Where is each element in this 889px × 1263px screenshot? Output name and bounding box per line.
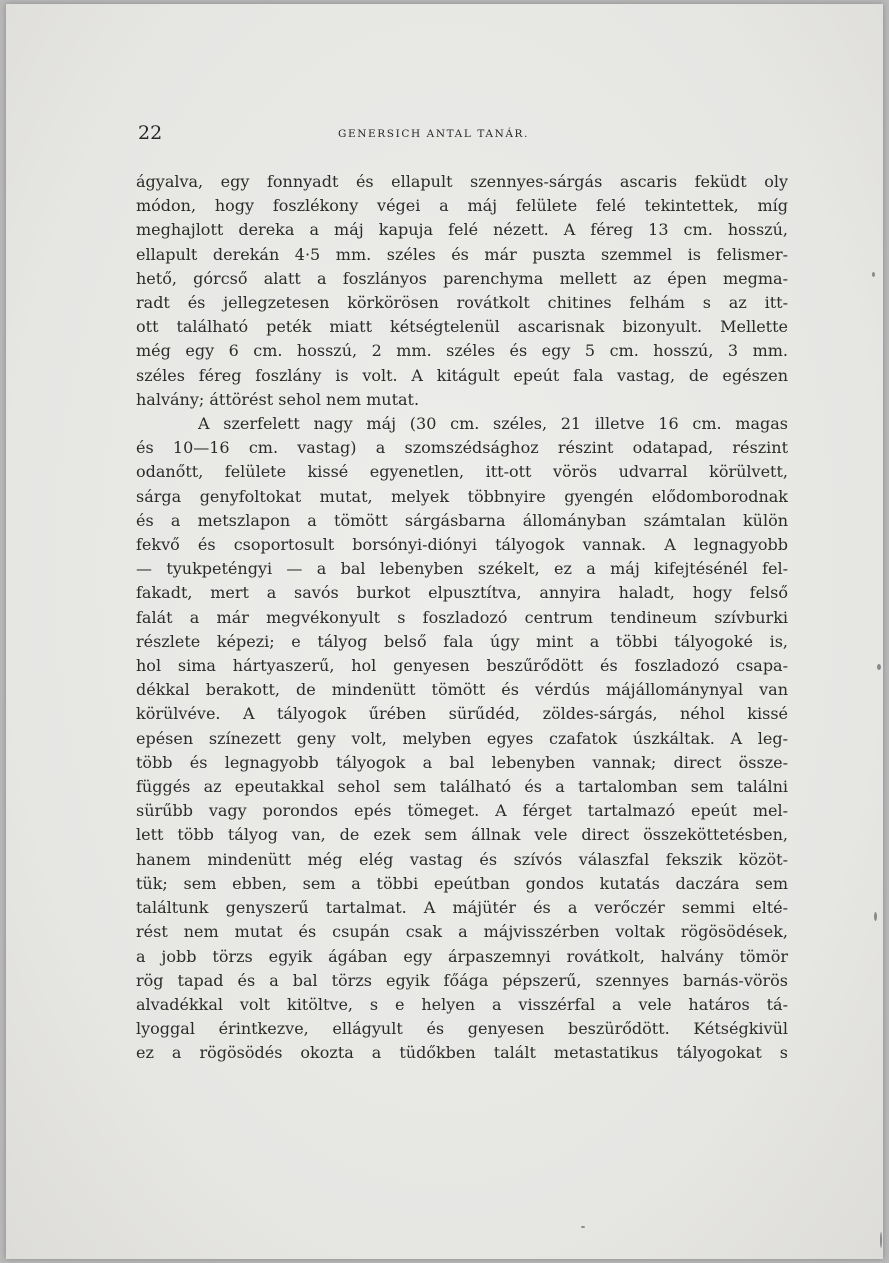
text-line: rést nem mutat és csupán csak a májvisszérben voltak rögösödések, [136, 922, 788, 942]
text-line: halvány; áttörést sehol nem mutat. [136, 389, 420, 409]
scan-speck [877, 664, 881, 670]
text-line: fakadt, mert a savós burkot elpusztítva, annyira haladt, hogy felső [136, 583, 788, 603]
text-line: még egy 6 cm. hosszú, 2 mm. széles és egy 5 cm. hosszú, 3 mm. [136, 341, 788, 361]
scan-speck [880, 1232, 882, 1248]
text-line: falát a már megvékonyult s foszladozó centrum tendineum szívburki [136, 607, 788, 627]
text-line: odanőtt, felülete kissé egyenetlen, itt-ott vörös udvarral körülvett, [136, 462, 788, 482]
text-line: epésen színezett geny volt, melyben egyes czafatok úszkáltak. A leg- [136, 728, 788, 748]
text-line: ágyalva, egy fonnyadt és ellapult szennyes-sárgás ascaris feküdt oly [136, 172, 788, 191]
text-line: ez a rögösödés okozta a tüdőkben talált metastatikus tályogokat s [136, 1043, 788, 1063]
scan-speck [581, 1226, 585, 1228]
text-line: és 10—16 cm. vastag) a szomszédsághoz részint odatapad, részint [136, 438, 788, 458]
text-line: sárga genyfoltokat mutat, melyek többnyire gyengén elődomborodnak [136, 486, 788, 506]
text-line: és a metszlapon a tömött sárgásbarna állományban számtalan külön [136, 510, 788, 530]
text-line: részlete képezi; e tályog belső fala úgy mint a többi tályogoké is, [136, 631, 788, 651]
text-line: a jobb törzs egyik ágában egy árpaszemnyi rovátkolt, halvány tömör [136, 946, 788, 966]
page-header [138, 122, 788, 146]
text-line: hanem mindenütt még elég vastag és szívós válaszfal fekszik közöt- [136, 849, 788, 869]
text-line: ellapult derekán 4·5 mm. széles és már puszta szemmel is felismer- [136, 244, 788, 264]
text-line: ott található peték miatt kétségtelenül ascarisnak bizonyult. Mellette [136, 317, 788, 337]
text-line: függés az epeutakkal sehol sem található és a tartalomban sem találni [136, 777, 788, 797]
scan-speck [874, 912, 877, 921]
text-line: több és legnagyobb tályogok a bal lebenyben vannak; direct össze- [136, 752, 788, 772]
body-text [136, 170, 788, 1066]
text-line: hető, górcső alatt a foszlányos parenchyma mellett az épen megma- [136, 268, 788, 288]
text-line: radt és jellegzetesen körkörösen rovátkolt chitines felhám s az itt- [136, 293, 788, 313]
scan-speck [872, 272, 875, 277]
text-line: módon, hogy foszlékony végei a máj felülete felé tekintettek, míg [136, 196, 788, 216]
text-line: meghajlott dereka a máj kapuja felé nézett. A féreg 13 cm. hosszú, [136, 220, 788, 240]
text-line: hol sima hártyaszerű, hol genyesen beszűrődött és foszladozó csapa- [136, 656, 788, 676]
page-number: 22 [138, 122, 163, 144]
scanned-page [6, 4, 883, 1259]
text-line: alvadékkal volt kitöltve, s e helyen a visszérfal a vele határos tá- [136, 994, 788, 1014]
running-title: GENERSICH ANTAL TANÁR. [338, 128, 529, 140]
text-line: dékkal berakott, de mindenütt tömött és vérdús májállománynyal van [136, 680, 788, 700]
text-line: széles féreg foszlány is volt. A kitágult epeút fala vastag, de egészen [136, 365, 788, 385]
text-line: lyoggal érintkezve, ellágyult és genyesen beszürődött. Kétségkivül [136, 1019, 788, 1039]
text-line: lett több tályog van, de ezek sem állnak vele direct összeköttetésben, [136, 825, 788, 845]
text-line: — tyukpeténgyi — a bal lebenyben székelt, ez a máj kifejtésénél fel- [136, 559, 788, 579]
text-line: fekvő és csoportosult borsónyi-diónyi tályogok vannak. A legnagyobb [136, 535, 788, 555]
text-line: tük; sem ebben, sem a többi epeútban gondos kutatás daczára sem [136, 873, 788, 893]
text-line: A szerfelett nagy máj (30 cm. széles, 21 illetve 16 cm. magas [198, 414, 788, 434]
text-line: rög tapad és a bal törzs egyik főága pépszerű, szennyes barnás-vörös [136, 970, 788, 990]
text-line: körülvéve. A tályogok űrében sürűdéd, zöldes-sárgás, néhol kissé [136, 704, 788, 724]
text-line: találtunk genyszerű tartalmat. A májütér és a verőczér semmi elté- [136, 898, 788, 918]
text-line: sürűbb vagy porondos epés tömeget. A férget tartalmazó epeút mel- [136, 801, 788, 821]
